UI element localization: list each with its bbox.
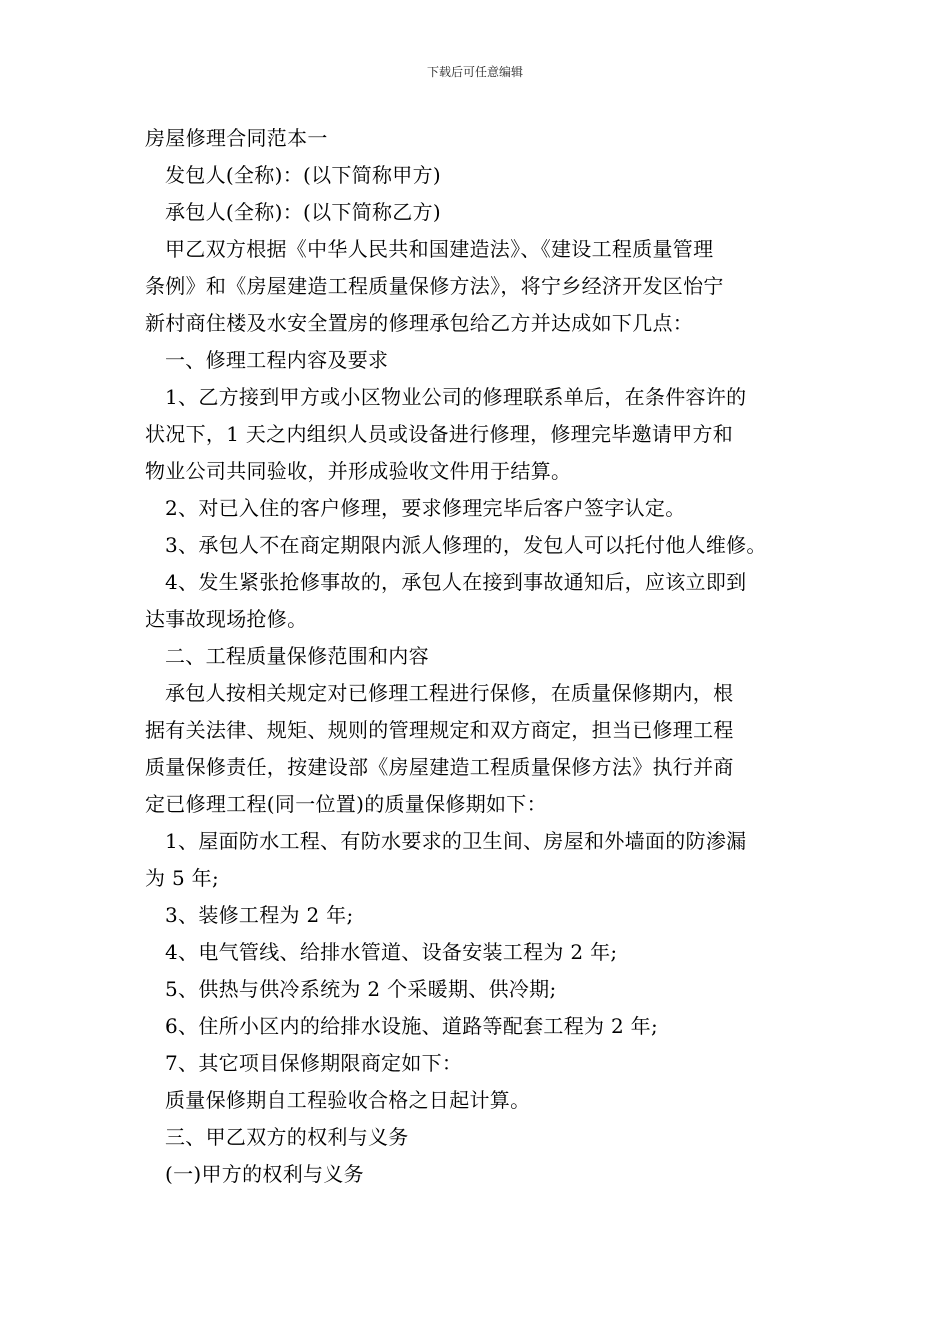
paragraph-line: 条例》和《房屋建造工程质量保修方法》，将宁乡经济开发区怡宁 [145,274,724,298]
section-heading: 一、修理工程内容及要求 [165,348,389,372]
paragraph-line: 发包人(全称)：(以下简称甲方) [165,163,442,187]
paragraph-line: 4、发生紧张抢修事故的，承包人在接到事故通知后，应该立即到 [165,570,747,594]
paragraph-line: 1、屋面防水工程、有防水要求的卫生间、房屋和外墙面的防渗漏 [165,829,747,853]
paragraph-line: 3、装修工程为 2 年; [165,903,354,927]
document-body [145,120,815,1193]
paragraph-line: 承包人按相关规定对已修理工程进行保修，在质量保修期内，根 [165,681,734,705]
page-header-note: 下载后可任意编辑 [426,65,523,79]
document-title: 房屋修理合同范本一 [145,126,328,150]
section-heading: 三、甲乙双方的权利与义务 [165,1125,409,1149]
paragraph-line: 承包人(全称)：(以下简称乙方) [165,200,442,224]
paragraph-line: 2、对已入住的客户修理，要求修理完毕后客户签字认定。 [165,496,686,520]
paragraph-line: 定已修理工程(同一位置)的质量保修期如下： [145,792,547,816]
paragraph-line: 达事故现场抢修。 [145,607,308,631]
paragraph-line: 为 5 年; [145,866,219,890]
paragraph-line: 物业公司共同验收，并形成验收文件用于结算。 [145,459,572,483]
paragraph-line: 1、乙方接到甲方或小区物业公司的修理联系单后，在条件容许的 [165,385,747,409]
paragraph-line: 新村商住楼及水安全置房的修理承包给乙方并达成如下几点： [145,311,694,335]
paragraph-line: 据有关法律、规矩、规则的管理规定和双方商定，担当已修理工程 [145,718,734,742]
section-heading: 二、工程质量保修范围和内容 [165,644,429,668]
paragraph-line: 质量保修责任，按建设部《房屋建造工程质量保修方法》执行并商 [145,755,734,779]
paragraph-line: 状况下，1 天之内组织人员或设备进行修理，修理完毕邀请甲方和 [145,422,734,446]
paragraph-line: 6、住所小区内的给排水设施、道路等配套工程为 2 年; [165,1014,659,1038]
paragraph-line: 甲乙双方根据《中华人民共和国建造法》、《建设工程质量管理 [165,237,714,261]
paragraph-line: 3、承包人不在商定期限内派人修理的，发包人可以托付他人维修。 [165,533,767,557]
paragraph-line: 5、供热与供冷系统为 2 个采暖期、供冷期; [165,977,557,1001]
paragraph-line: 4、电气管线、给排水管道、设备安装工程为 2 年; [165,940,618,964]
paragraph-line: 质量保修期自工程验收合格之日起计算。 [165,1088,531,1112]
paragraph-line: 7、其它项目保修期限商定如下： [165,1051,463,1075]
subsection-heading: (一)甲方的权利与义务 [165,1162,364,1186]
